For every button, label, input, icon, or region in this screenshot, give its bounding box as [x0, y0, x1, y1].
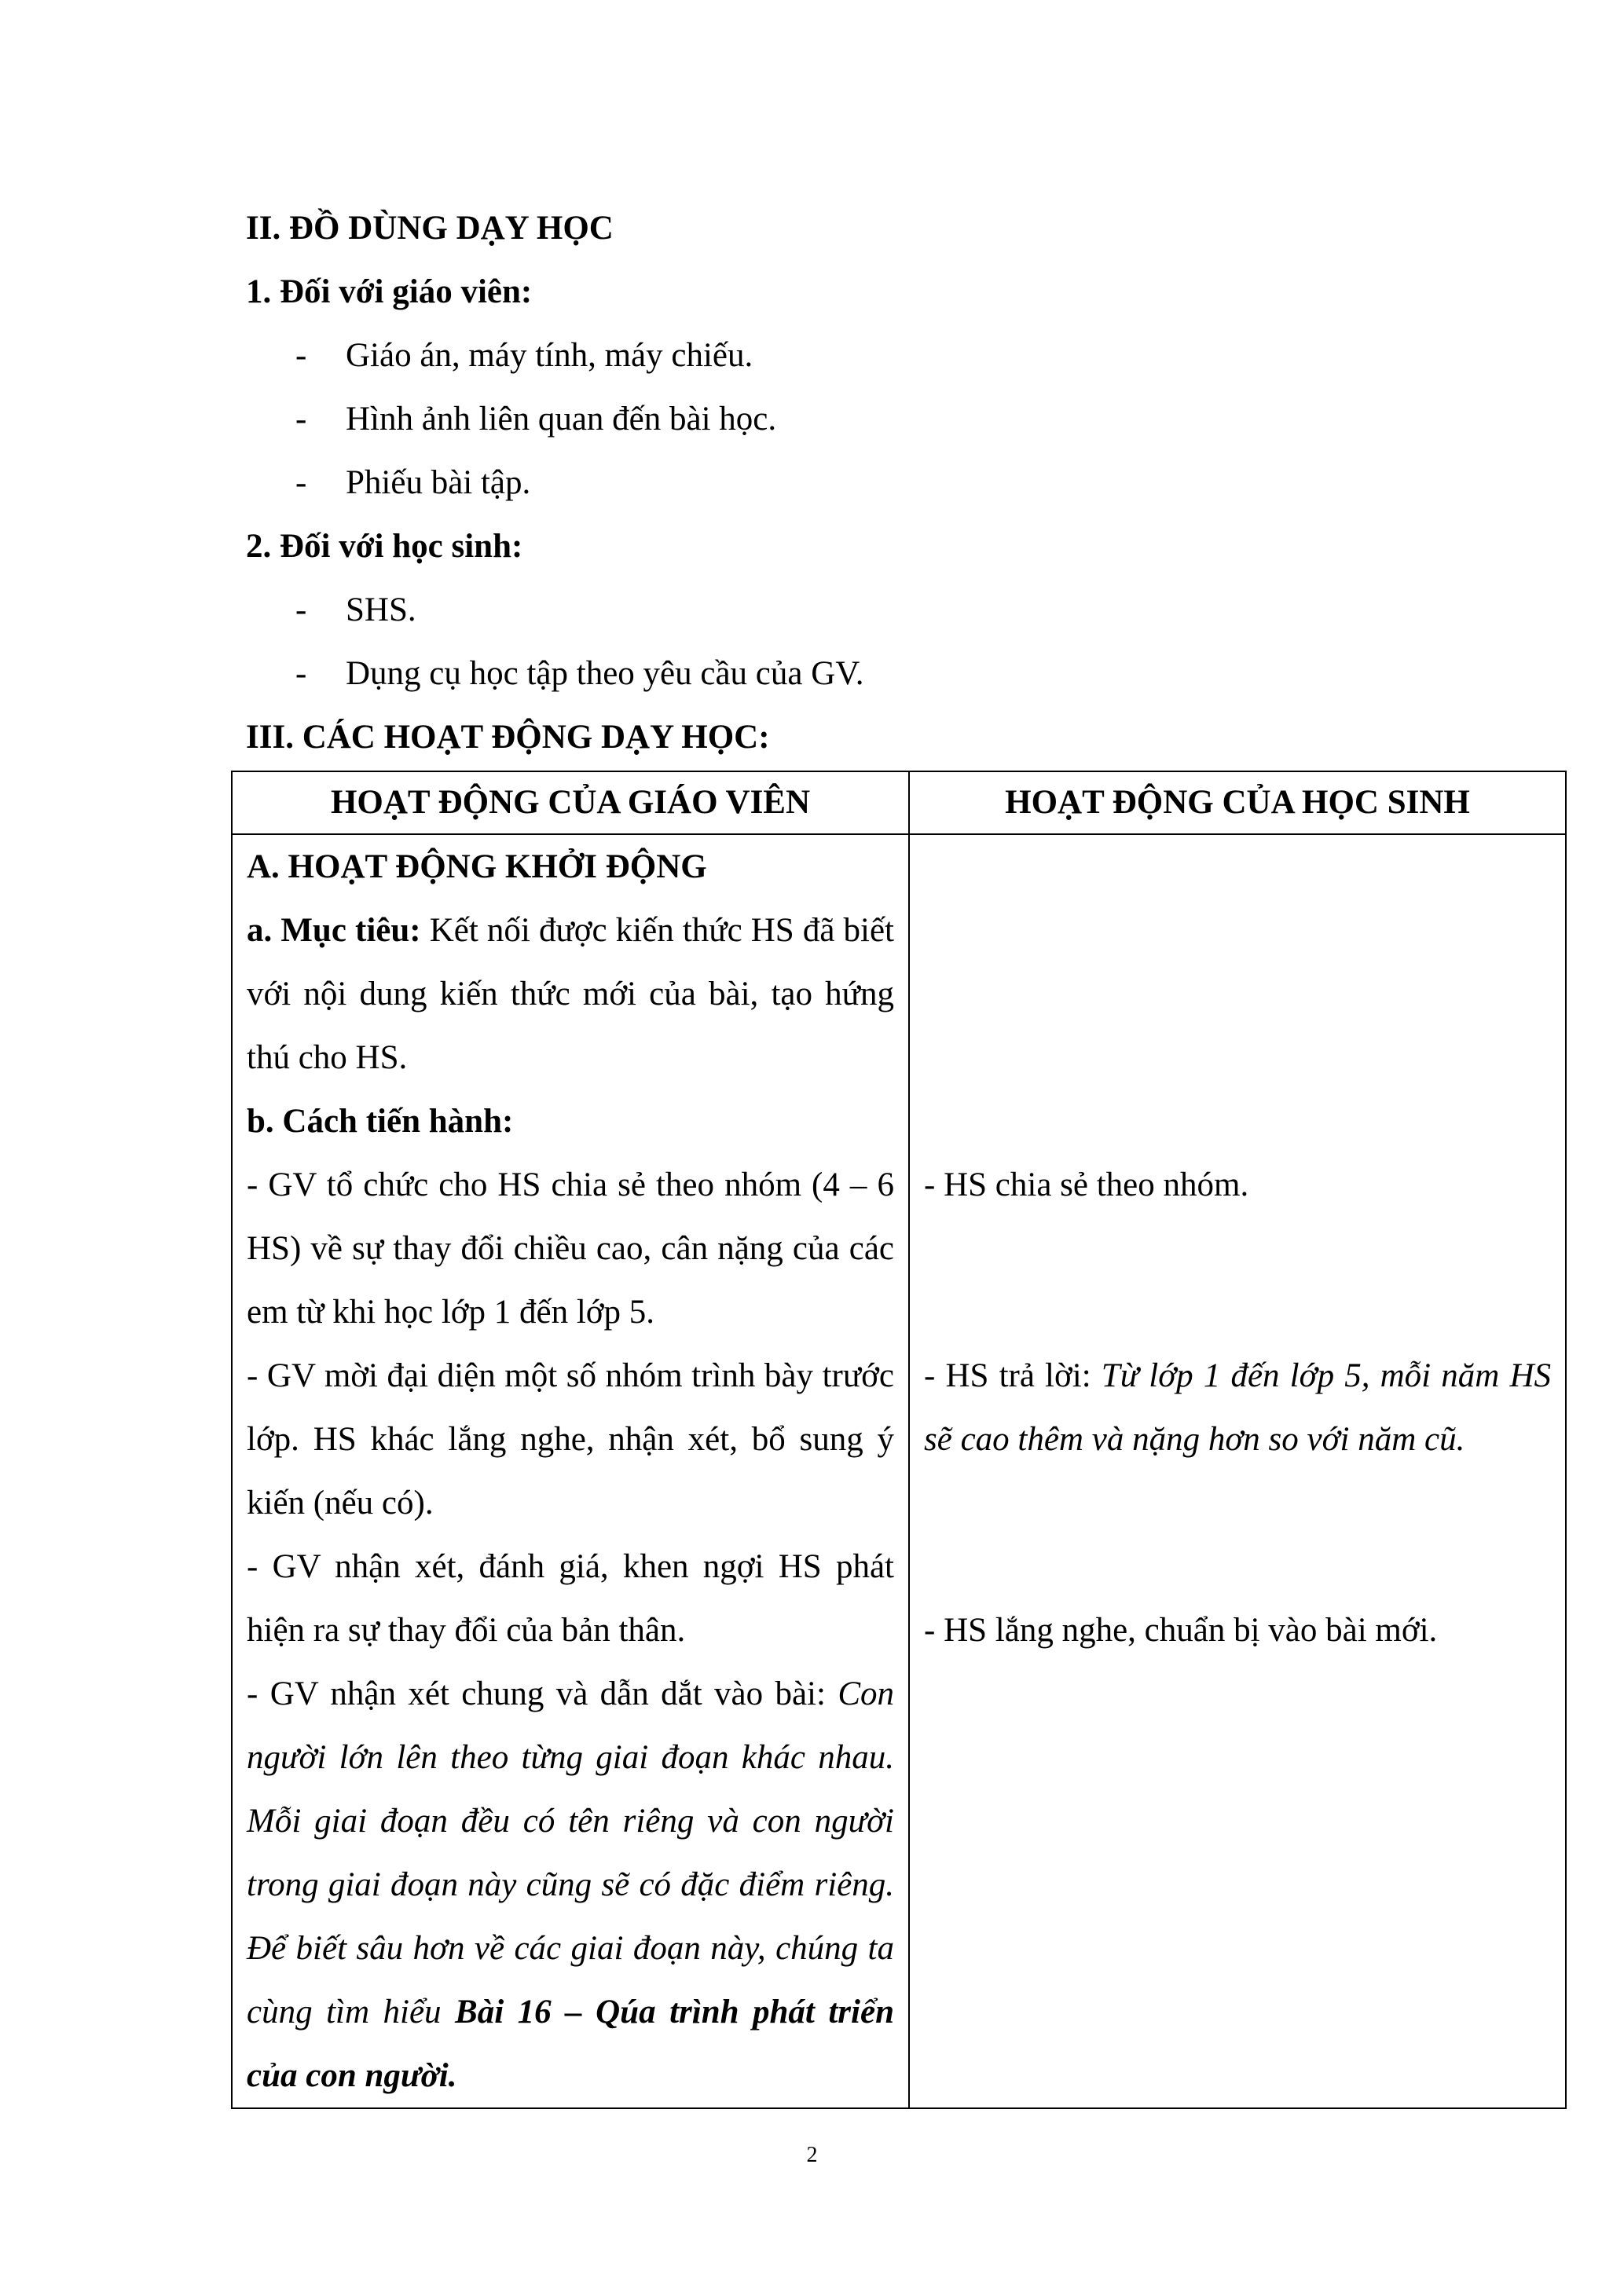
student-heading: 2. Đối với học sinh: — [246, 528, 523, 565]
list-item: - Giáo án, máy tính, máy chiếu. — [246, 324, 1566, 387]
student-step-2-prefix: - HS trả lời: — [924, 1357, 1102, 1394]
section-3-title: III. CÁC HOẠT ĐỘNG DẠY HỌC: — [246, 719, 770, 756]
section-materials — [246, 196, 1566, 769]
table-row — [232, 834, 1566, 2108]
teacher-heading: 1. Đối với giáo viên: — [246, 273, 533, 310]
section-2-title: II. ĐỒ DÙNG DẠY HỌC — [246, 210, 614, 247]
teacher-cell — [232, 834, 909, 2108]
list-item: - Phiếu bài tập. — [246, 451, 1566, 514]
student-step-2-italic: Từ lớp 1 đến lớp 5, mỗi năm HS sẽ cao thêm và nặng hơn so với năm cũ. — [924, 1357, 1551, 1458]
goal-text: Kết nối được kiến thức HS đã biết với nội dung kiến thức mới của bài, tạo hứng thú cho HS. — [247, 912, 894, 1076]
table-header-row — [232, 771, 1566, 834]
student-step-1: - HS chia sẻ theo nhóm. — [924, 1166, 1249, 1203]
teacher-step-4 — [247, 1662, 894, 2107]
list-item: - SHS. — [246, 578, 1566, 642]
teacher-step-4-italic: Con người lớn lên theo từng giai đoạn khác nhau. Mỗi giai đoạn đều có tên riêng và con người trong giai đoạn này cũng sẽ có đặc điểm riêng. Để biết sâu hơn về các giai đoạn này, chúng ta cùng tìm hiểu — [247, 1675, 894, 2031]
part-a-title: A. HOẠT ĐỘNG KHỞI ĐỘNG — [247, 848, 707, 885]
teacher-step-4-prefix: - GV nhận xét chung và dẫn dắt vào bài: — [247, 1675, 838, 1712]
teacher-step-2: - GV mời đại diện một số nhóm trình bày trước lớp. HS khác lắng nghe, nhận xét, bổ sung ý kiến (nếu có). — [247, 1357, 894, 1522]
header-student: HOẠT ĐỘNG CỦA HỌC SINH — [909, 771, 1566, 834]
student-cell — [909, 834, 1566, 2108]
teacher-list — [246, 324, 1566, 514]
list-item: - Dụng cụ học tập theo yêu cầu của GV. — [246, 642, 1566, 705]
method-label: b. Cách tiến hành: — [247, 1103, 514, 1140]
goal-paragraph — [247, 899, 894, 1089]
student-list — [246, 578, 1566, 705]
header-teacher: HOẠT ĐỘNG CỦA GIÁO VIÊN — [232, 771, 909, 834]
teacher-step-3: - GV nhận xét, đánh giá, khen ngợi HS phát hiện ra sự thay đổi của bản thân. — [247, 1548, 894, 1649]
activities-table — [231, 771, 1567, 2109]
list-item: - Hình ảnh liên quan đến bài học. — [246, 387, 1566, 451]
student-step-4: - HS lắng nghe, chuẩn bị vào bài mới. — [924, 1612, 1438, 1649]
teacher-step-1: - GV tổ chức cho HS chia sẻ theo nhóm (4 – 6 HS) về sự thay đổi chiều cao, cân nặng của các em từ khi học lớp 1 đến lớp 5. — [247, 1166, 894, 1331]
goal-label: a. Mục tiêu: — [247, 912, 421, 949]
student-step-2 — [924, 1344, 1551, 1471]
page-number: 2 — [806, 2143, 818, 2167]
lesson-title: Bài 16 – Qúa trình phát triển của con người. — [247, 1994, 894, 2094]
